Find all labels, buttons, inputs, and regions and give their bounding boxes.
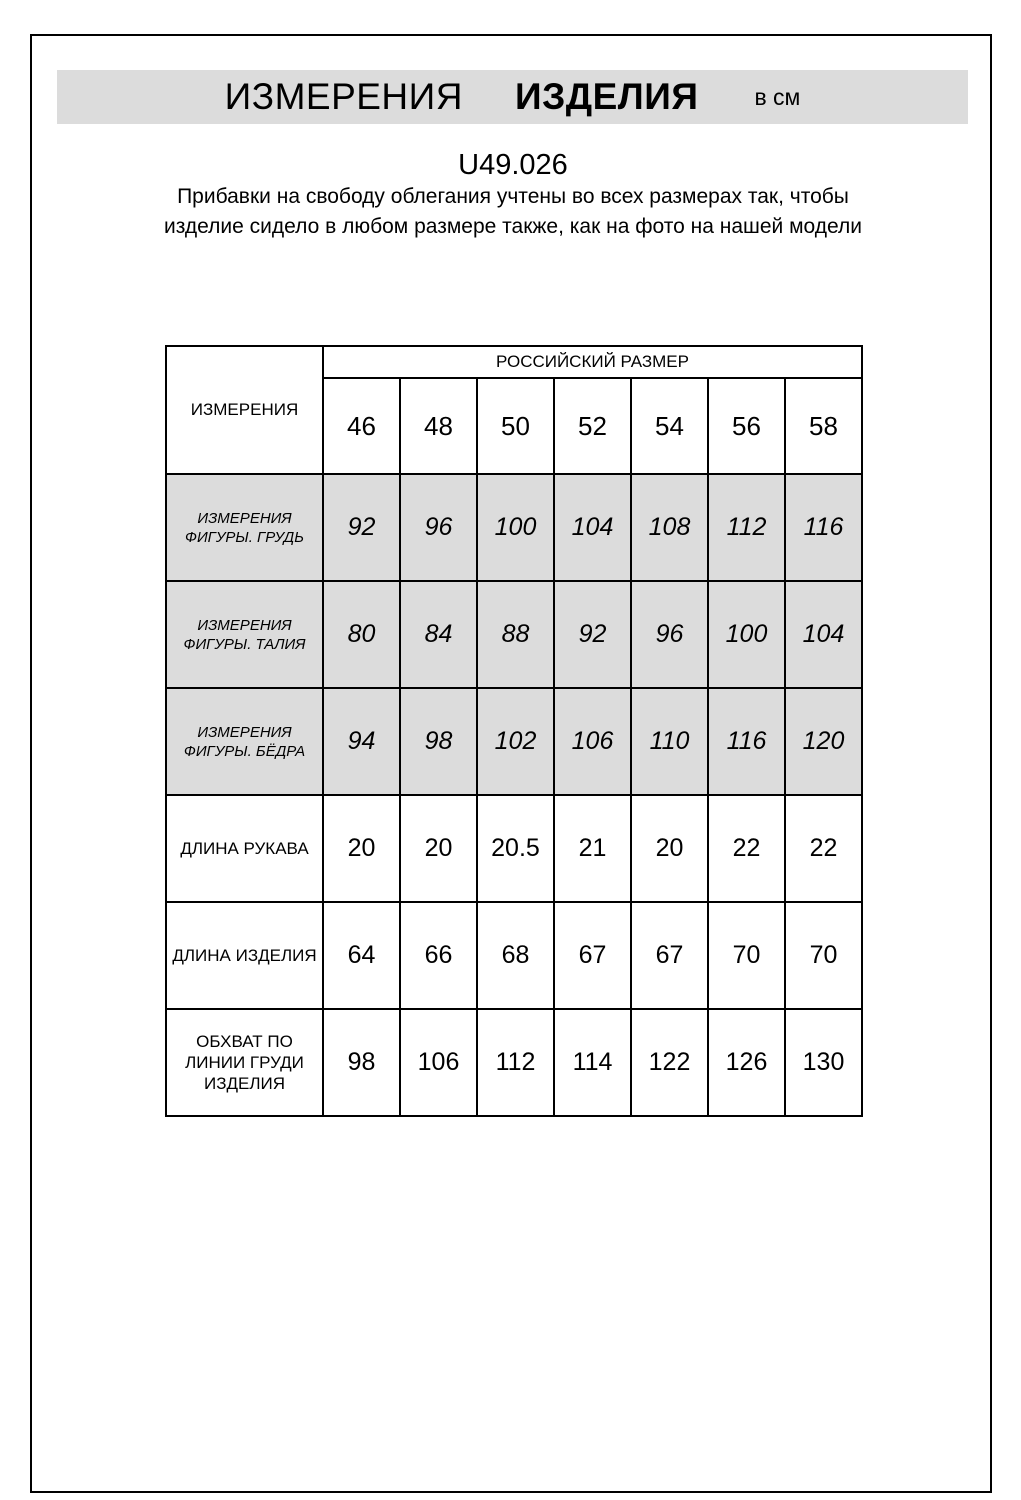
cell-sleeve-50: 20.5 <box>477 795 554 902</box>
cell-girth-52: 114 <box>554 1009 631 1116</box>
cell-girth-48: 106 <box>400 1009 477 1116</box>
cell-sleeve-56: 22 <box>708 795 785 902</box>
cell-sleeve-54: 20 <box>631 795 708 902</box>
cell-hips-52: 106 <box>554 688 631 795</box>
title-measurements: ИЗМЕРЕНИЯ <box>224 76 463 117</box>
row-label-line2: ФИГУРЫ. ТАЛИЯ <box>183 635 306 653</box>
row-label-line2: ФИГУРЫ. БЁДРА <box>183 742 306 760</box>
table-row <box>166 795 862 902</box>
table-row <box>166 688 862 795</box>
cell-waist-50: 88 <box>477 581 554 688</box>
cell-sleeve-52: 21 <box>554 795 631 902</box>
table-row <box>166 902 862 1009</box>
row-label-line1: ОБХВАТ ПО <box>196 1032 293 1051</box>
cell-waist-54: 96 <box>631 581 708 688</box>
corner-label: ИЗМЕРЕНИЯ <box>166 346 323 474</box>
size-header-48: 48 <box>400 378 477 474</box>
row-label-line2: ЛИНИИ ГРУДИ <box>185 1053 304 1072</box>
size-chart-table <box>165 345 863 1117</box>
row-label-line1: ДЛИНА РУКАВА <box>180 839 309 858</box>
cell-sleeve-48: 20 <box>400 795 477 902</box>
cell-hips-54: 110 <box>631 688 708 795</box>
cell-girth-58: 130 <box>785 1009 862 1116</box>
cell-length-48: 66 <box>400 902 477 1009</box>
cell-girth-54: 122 <box>631 1009 708 1116</box>
size-header-56: 56 <box>708 378 785 474</box>
cell-length-54: 67 <box>631 902 708 1009</box>
cell-girth-46: 98 <box>323 1009 400 1116</box>
title-band <box>57 70 968 124</box>
row-label-line3: ИЗДЕЛИЯ <box>204 1074 285 1093</box>
row-label-waist-body <box>166 581 323 688</box>
cell-waist-46: 80 <box>323 581 400 688</box>
cell-waist-58: 104 <box>785 581 862 688</box>
cell-length-46: 64 <box>323 902 400 1009</box>
document-frame <box>30 34 992 1493</box>
cell-length-50: 68 <box>477 902 554 1009</box>
cell-length-58: 70 <box>785 902 862 1009</box>
cell-length-56: 70 <box>708 902 785 1009</box>
cell-hips-50: 102 <box>477 688 554 795</box>
cell-waist-52: 92 <box>554 581 631 688</box>
cell-bust-58: 116 <box>785 474 862 581</box>
size-header-58: 58 <box>785 378 862 474</box>
cell-sleeve-58: 22 <box>785 795 862 902</box>
cell-bust-52: 104 <box>554 474 631 581</box>
row-label-line1: ИЗМЕРЕНИЯ <box>197 616 292 634</box>
table-head <box>166 346 862 474</box>
size-header-54: 54 <box>631 378 708 474</box>
row-label-line1: ИЗМЕРЕНИЯ <box>197 723 292 741</box>
size-header-50: 50 <box>477 378 554 474</box>
row-label-bust-body <box>166 474 323 581</box>
row-label-line2: ФИГУРЫ. ГРУДЬ <box>185 528 304 546</box>
row-label-garment-length <box>166 902 323 1009</box>
row-label-line1: ДЛИНА ИЗДЕЛИЯ <box>172 946 317 965</box>
table-row <box>166 474 862 581</box>
cell-girth-50: 112 <box>477 1009 554 1116</box>
row-label-line1: ИЗМЕРЕНИЯ <box>197 509 292 527</box>
cell-hips-46: 94 <box>323 688 400 795</box>
table-header-group-row <box>166 346 862 378</box>
row-label-garment-bust-girth <box>166 1009 323 1116</box>
cell-hips-58: 120 <box>785 688 862 795</box>
cell-bust-54: 108 <box>631 474 708 581</box>
cell-waist-56: 100 <box>708 581 785 688</box>
cell-sleeve-46: 20 <box>323 795 400 902</box>
cell-waist-48: 84 <box>400 581 477 688</box>
group-header-russian-size: РОССИЙСКИЙ РАЗМЕР <box>323 346 862 378</box>
row-label-sleeve-length <box>166 795 323 902</box>
title-garment: ИЗДЕЛИЯ <box>514 76 699 117</box>
cell-bust-50: 100 <box>477 474 554 581</box>
row-label-hips-body <box>166 688 323 795</box>
table-row <box>166 1009 862 1116</box>
document-code: U49.026 <box>458 149 568 181</box>
cell-bust-48: 96 <box>400 474 477 581</box>
cell-hips-48: 98 <box>400 688 477 795</box>
table-row <box>166 581 862 688</box>
cell-bust-46: 92 <box>323 474 400 581</box>
cell-bust-56: 112 <box>708 474 785 581</box>
cell-length-52: 67 <box>554 902 631 1009</box>
document-note: Прибавки на свободу облегания учтены во всех размерах так, чтобы изделие сидело в любом размере также, как на фото на нашей модели <box>164 185 862 238</box>
cell-girth-56: 126 <box>708 1009 785 1116</box>
table-body <box>166 474 862 1116</box>
size-header-46: 46 <box>323 378 400 474</box>
cell-hips-56: 116 <box>708 688 785 795</box>
size-header-52: 52 <box>554 378 631 474</box>
title-units: в см <box>754 83 801 110</box>
